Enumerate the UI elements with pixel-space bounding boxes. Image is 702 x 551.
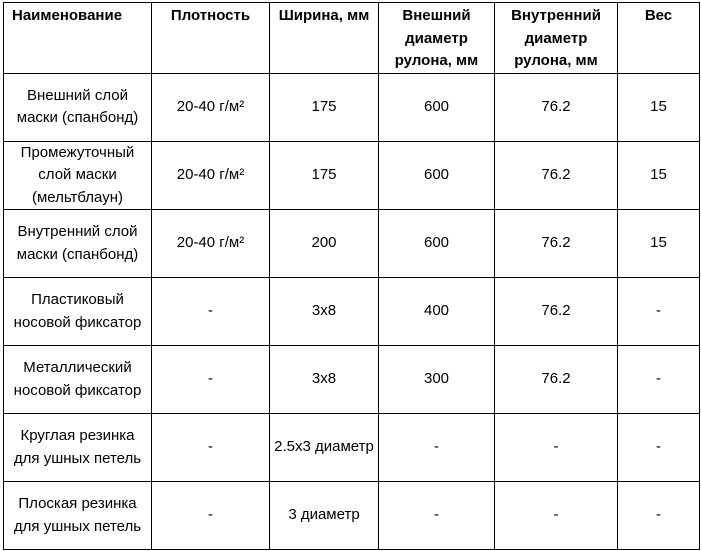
table-row [4, 278, 700, 346]
cell-inner-diameter: 76.2 [495, 141, 618, 210]
cell-weight: 15 [618, 73, 700, 141]
table-row [4, 73, 700, 141]
cell-inner-diameter: - [495, 414, 618, 482]
specifications-table-container [3, 2, 700, 550]
cell-width: 2.5x3 диаметр [270, 414, 379, 482]
cell-inner-diameter: 76.2 [495, 278, 618, 346]
cell-density: 20-40 г/м² [152, 73, 270, 141]
cell-density: - [152, 346, 270, 414]
cell-weight: - [618, 346, 700, 414]
cell-weight: - [618, 278, 700, 346]
cell-name: Пластиковый носовой фиксатор [4, 278, 152, 346]
table-row [4, 482, 700, 550]
cell-outer-diameter: - [379, 482, 495, 550]
header-outer-diameter: Внешний диаметр рулона, мм [379, 3, 495, 74]
header-name: Наименование [4, 3, 152, 74]
cell-width: 175 [270, 73, 379, 141]
table-row [4, 210, 700, 278]
cell-name: Плоская резинка для ушных петель [4, 482, 152, 550]
cell-name: Внутренний слой маски (спанбонд) [4, 210, 152, 278]
cell-name: Внешний слой маски (спанбонд) [4, 73, 152, 141]
cell-width: 175 [270, 141, 379, 210]
header-weight: Вес [618, 3, 700, 74]
header-density: Плотность [152, 3, 270, 74]
cell-outer-diameter: 600 [379, 210, 495, 278]
table-row [4, 346, 700, 414]
cell-width: 200 [270, 210, 379, 278]
table-row [4, 414, 700, 482]
cell-weight: - [618, 482, 700, 550]
cell-inner-diameter: 76.2 [495, 210, 618, 278]
cell-outer-diameter: 400 [379, 278, 495, 346]
cell-density: - [152, 482, 270, 550]
table-row [4, 141, 700, 210]
cell-outer-diameter: - [379, 414, 495, 482]
cell-width: 3x8 [270, 278, 379, 346]
cell-weight: - [618, 414, 700, 482]
cell-name: Круглая резинка для ушных петель [4, 414, 152, 482]
cell-outer-diameter: 600 [379, 141, 495, 210]
cell-density: 20-40 г/м² [152, 141, 270, 210]
header-width: Ширина, мм [270, 3, 379, 74]
cell-name: Промежуточный слой маски (мельтблаун) [4, 141, 152, 210]
cell-inner-diameter: 76.2 [495, 73, 618, 141]
cell-width: 3 диаметр [270, 482, 379, 550]
cell-outer-diameter: 600 [379, 73, 495, 141]
specifications-table [3, 2, 700, 550]
cell-name: Металлический носовой фиксатор [4, 346, 152, 414]
cell-inner-diameter: 76.2 [495, 346, 618, 414]
header-inner-diameter: Внутренний диаметр рулона, мм [495, 3, 618, 74]
cell-width: 3x8 [270, 346, 379, 414]
cell-outer-diameter: 300 [379, 346, 495, 414]
cell-weight: 15 [618, 210, 700, 278]
cell-inner-diameter: - [495, 482, 618, 550]
cell-weight: 15 [618, 141, 700, 210]
header-row [4, 3, 700, 74]
cell-density: - [152, 278, 270, 346]
cell-density: 20-40 г/м² [152, 210, 270, 278]
cell-density: - [152, 414, 270, 482]
